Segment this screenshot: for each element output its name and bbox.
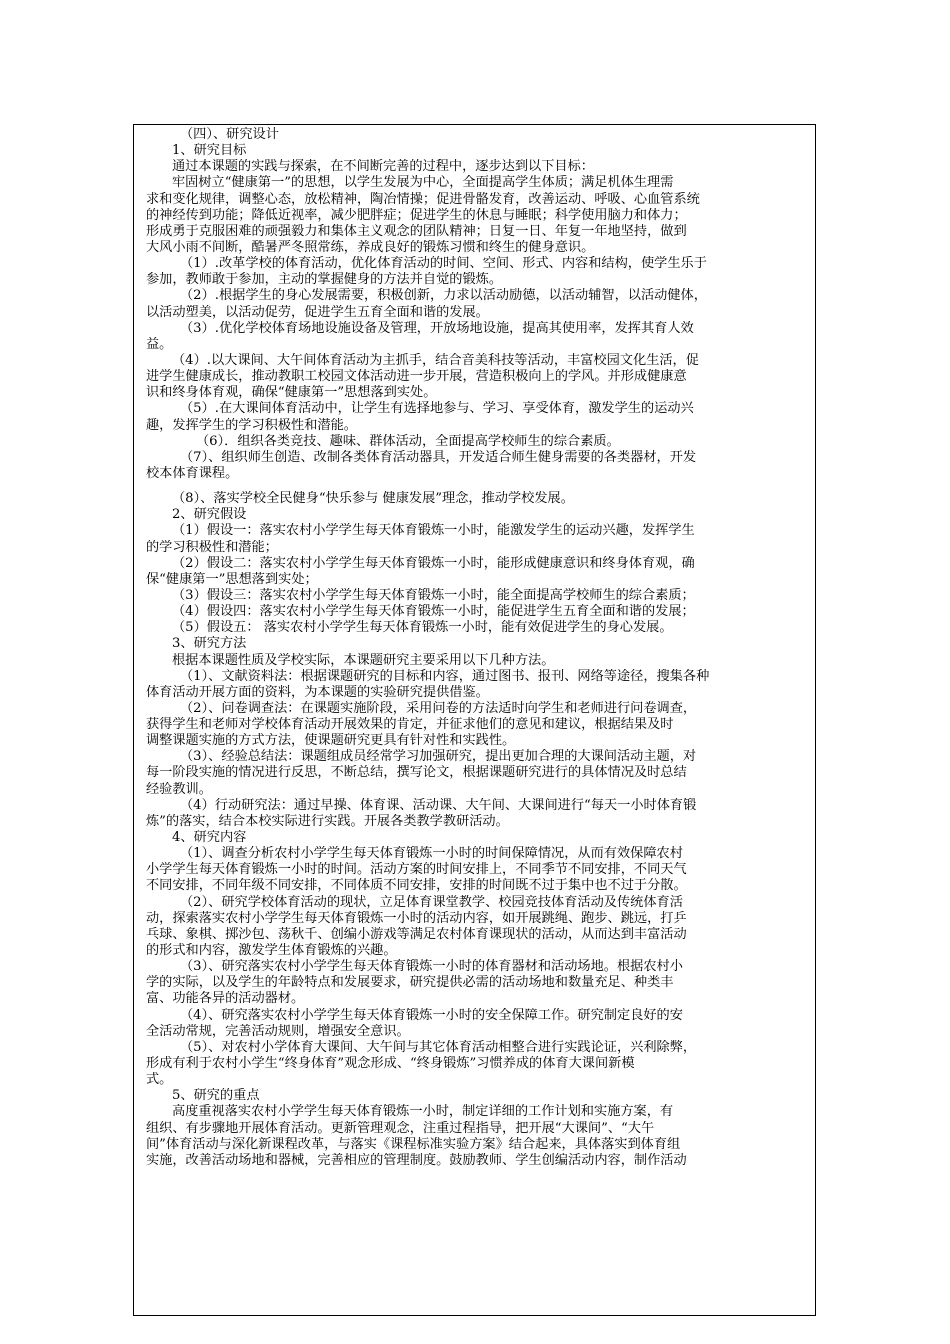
paragraph-line: 式。 <box>146 1072 173 1088</box>
paragraph-line: （4）、研究落实农村小学学生每天体育锻炼一小时的安全保障工作。研究制定良好的安 <box>180 1007 683 1023</box>
subsection-heading: 3、研究方法 <box>172 636 247 652</box>
paragraph-line: 形成勇于克服困难的顽强毅力和集体主义观念的团队精神；日复一日、年复一年地坚持，做到 <box>146 223 687 239</box>
paragraph-line: 每一阶段实施的情况进行反思，不断总结，撰写论文，根据课题研究进行的具体情况及时总结 <box>146 765 687 781</box>
paragraph-line: 以活动塑美，以活动促劳，促进学生五育全面和谐的发展。 <box>146 304 489 320</box>
paragraph-line: 求和变化规律，调整心态，放松精神，陶冶情操；促进骨骼发育，改善运动、呼吸、心血管系统 <box>146 191 700 207</box>
paragraph-line: （3）.优化学校体育场地设施设备及管理，开放场地设施，提高其使用率，发挥其育人效 <box>180 320 694 336</box>
paragraph-line: 炼”的落实，结合本校实际进行实践。开展各类教学教研活动。 <box>146 813 509 829</box>
paragraph-line: 趣，发挥学生的学习积极性和潜能。 <box>146 417 357 433</box>
paragraph-line: （3）假设三：落实农村小学学生每天体育锻炼一小时，能全面提高学校师生的综合素质； <box>172 587 695 603</box>
paragraph-line: （1）、调查分析农村小学学生每天体育锻炼一小时的时间保障情况，从而有效保障农村 <box>180 846 683 862</box>
paragraph-line: （2）假设二：落实农村小学学生每天体育锻炼一小时，能形成健康意识和终身体育观，确 <box>172 555 695 571</box>
paragraph-line: （3）、经验总结法：课题组成员经常学习加强研究，提出更加合理的大课间活动主题，对 <box>180 749 697 765</box>
research-design-section <box>146 127 810 1169</box>
paragraph-line: 学的实际，以及学生的年龄特点和发展要求，研究提供必需的活动场地和数量充足、种类丰 <box>146 975 674 991</box>
paragraph-line: 的神经传到功能；降低近视率，减少肥胖症；促进学生的休息与睡眠；科学使用脑力和体力； <box>146 207 687 223</box>
paragraph-line: （5）、对农村小学体育大课间、大午间与其它体育活动相整合进行实践论证，兴利除弊， <box>180 1039 697 1055</box>
paragraph-line: （5）假设五： 落实农村小学学生每天体育锻炼一小时，能有效促进学生的身心发展。 <box>172 620 673 636</box>
paragraph-line: 动，探索落实农村小学学生每天体育锻炼一小时的活动内容，如开展跳绳、跑步、跳远，打乒 <box>146 910 687 926</box>
subsection-heading: 5、研究的重点 <box>172 1088 260 1104</box>
subsection-heading: 2、研究假设 <box>172 507 247 523</box>
paragraph-line: 根据本课题性质及学校实际，本课题研究主要采用以下几种方法。 <box>172 652 555 668</box>
paragraph-line: （7）、组织师生创造、改制各类体育活动器具，开发适合师生健身需要的各类器材，开发 <box>180 449 697 465</box>
paragraph-line: 参加，教师敢于参加，主动的掌握健身的方法并自觉的锻炼。 <box>146 272 503 288</box>
paragraph-line: （2）、问卷调查法：在课题实施阶段，采用问卷的方法适时向学生和老师进行问卷调查， <box>180 700 697 716</box>
paragraph-line: 进学生健康成长，推动教职工校园文体活动进一步开展，营造积极向上的学风。并形成健康意 <box>146 369 687 385</box>
paragraph-line: （2）.根据学生的身心发展需要，积极创新，力求以活动励德，以活动辅智，以活动健体， <box>180 288 707 304</box>
paragraph-line: 体育活动开展方面的资料，为本课题的实验研究提供借鉴。 <box>146 684 489 700</box>
paragraph-line: 获得学生和老师对学校体育活动开展效果的肯定，并征求他们的意见和建议，根据结果及时 <box>146 717 674 733</box>
paragraph-line: （6）．组织各类竞技、趣味、群体活动，全面提高学校师生的综合素质。 <box>196 433 620 449</box>
paragraph-line: 不同安排，不同年级不同安排，不同体质不同安排，安排的时间既不过于集中也不过于分散。 <box>146 878 687 894</box>
section-heading: （四）、研究设计 <box>180 127 279 142</box>
paragraph-line: （8）、落实学校全民健身“快乐参与 健康发展”理念，推动学校发展。 <box>172 491 574 507</box>
paragraph-line: （1）假设一：落实农村小学学生每天体育锻炼一小时，能激发学生的运动兴趣，发挥学生 <box>172 523 695 539</box>
paragraph-line: 乓球、象棋、掷沙包、荡秋千、创编小游戏等满足农村体育课现状的活动，从而达到丰富活动 <box>146 926 687 942</box>
paragraph-line: （1）、文献资料法：根据课题研究的目标和内容，通过图书、报刊、网络等途径，搜集各种 <box>180 668 710 684</box>
paragraph-line: 高度重视落实农村小学学生每天体育锻炼一小时，制定详细的工作计划和实施方案，有 <box>172 1104 674 1120</box>
paragraph-line: 小学学生每天体育锻炼一小时的时间。活动方案的时间安排上，不同季节不同安排，不同天气 <box>146 862 687 878</box>
paragraph-line: （4）.以大课间、大午间体育活动为主抓手，结合音美科技等活动，丰富校园文化生活，促 <box>172 352 699 368</box>
paragraph-line: （4）假设四：落实农村小学学生每天体育锻炼一小时，能促进学生五育全面和谐的发展； <box>172 604 695 620</box>
paragraph-line: 间”体育活动与深化新课程改革，与落实《课程标准实验方案》结合起来，具体落实到体育组 <box>146 1136 681 1152</box>
blank-spacer <box>146 482 810 491</box>
paragraph-line: 的学习积极性和潜能； <box>146 539 278 555</box>
paragraph-line: （5）.在大课间体育活动中，让学生有选择地参与、学习、享受体育，激发学生的运动兴 <box>180 401 694 417</box>
paragraph-line: 富、功能各异的活动器材。 <box>146 991 305 1007</box>
paragraph-line: 牢固树立“健康第一”的思想，以学生发展为中心，全面提高学生体质；满足机体生理需 <box>172 175 674 191</box>
paragraph-line: 形成有利于农村小学生“终身体育”观念形成、“终身锻炼”习惯养成的体育大课间新模 <box>146 1056 635 1072</box>
paragraph-line: （4）行动研究法：通过早操、体育课、活动课、大午间、大课间进行“每天一小时体育锻 <box>180 797 697 813</box>
subsection-heading: 1、研究目标 <box>172 143 247 159</box>
paragraph-line: （3）、研究落实农村小学学生每天体育锻炼一小时的体育器材和活动场地。根据农村小 <box>180 959 683 975</box>
paragraph-line: 识和终身体育观，确保“健康第一”思想落到实处。 <box>146 385 437 401</box>
paragraph-line: 大风小雨不间断，酷暑严冬照常练，养成良好的锻炼习惯和终生的健身意识。 <box>146 239 595 255</box>
subsection-heading: 4、研究内容 <box>172 830 247 846</box>
paragraph-line: （2）、研究学校体育活动的现状，立足体育课堂教学、校园竞技体育活动及传统体育活 <box>180 894 683 910</box>
paragraph-line: 保“健康第一”思想落到实处； <box>146 571 318 587</box>
paragraph-line: 实施，改善活动场地和器械，完善相应的管理制度。鼓励教师、学生创编活动内容，制作活动 <box>146 1152 687 1168</box>
paragraph-line: 组织、有步骤地开展体育活动。更新管理观念，注重过程指导，把开展“大课间”、“大午 <box>146 1120 655 1136</box>
paragraph-line: 全活动常规，完善活动规则，增强安全意识。 <box>146 1023 410 1039</box>
paragraph-line: 益。 <box>146 336 173 352</box>
paragraph-line: 通过本课题的实践与探索，在不间断完善的过程中，逐步达到以下目标： <box>172 159 594 175</box>
paragraph-line: 的形式和内容，激发学生体育锻炼的兴趣。 <box>146 943 397 959</box>
paragraph-line: （1）.改革学校的体育活动，优化体育活动的时间、空间、形式、内容和结构，使学生乐于 <box>180 256 707 272</box>
paragraph-line: 校本体育课程。 <box>146 465 239 481</box>
paragraph-line: 调整课题实施的方式方法，使课题研究更具有针对性和实践性。 <box>146 733 516 749</box>
paragraph-line: 经验教训。 <box>146 781 212 797</box>
